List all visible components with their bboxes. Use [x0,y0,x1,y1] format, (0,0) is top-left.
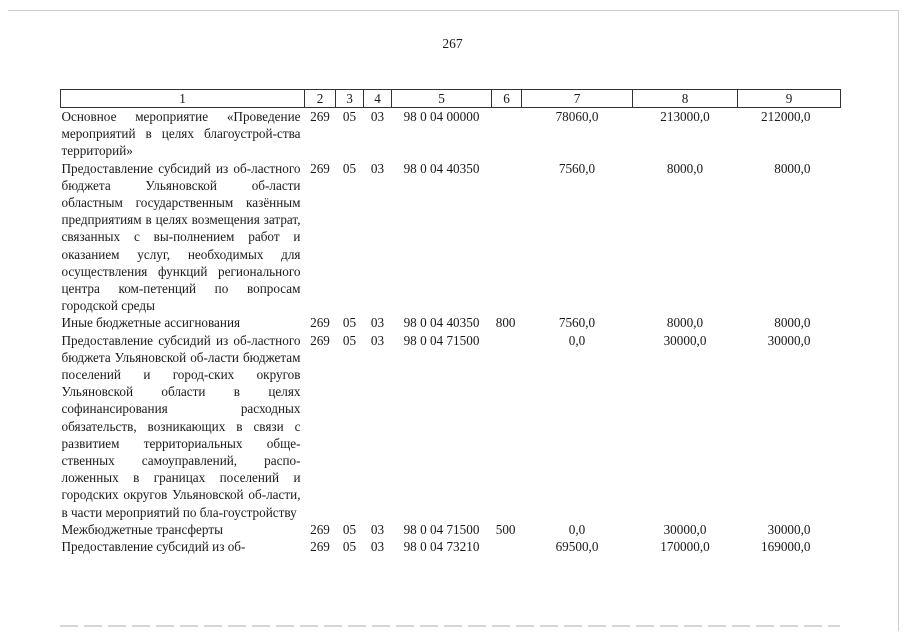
row-section-code: 05 [342,109,357,124]
column-header-9: 9 [738,90,841,108]
row-target-code: 98 0 04 71500 [403,521,480,537]
bottom-edge-strip [60,625,840,627]
row-section-code: 05 [342,332,357,348]
page-number: 267 [442,36,463,51]
row-expense-type [492,108,522,160]
column-header-5: 5 [392,90,492,108]
row-amount-9: 30000,0 [767,521,811,537]
row-ministry-code: 269 [310,160,330,176]
row-section-code: 05 [342,521,357,537]
column-header-1: 1 [61,90,305,108]
row-amount-8: 213000,0 [660,109,710,124]
column-header-6: 6 [492,90,522,108]
row-section-code: 05 [342,539,357,555]
row-amount-9: 8000,0 [774,315,811,331]
row-amount-8: 8000,0 [666,160,704,176]
budget-table [60,89,841,555]
row-amount-8: 30000,0 [663,332,707,348]
row-name: Межбюджетные трансферты [61,521,223,537]
row-amount-7: 7560,0 [558,160,596,176]
row-amount-9: 212000,0 [761,109,811,124]
row-section-code: 05 [342,160,357,176]
row-target-code: 98 0 04 73210 [403,539,480,555]
row-expense-type [492,332,522,521]
row-subsection-code: 03 [370,332,385,348]
table-row [61,332,841,521]
row-ministry-code: 269 [310,521,330,537]
table-header-row [61,90,841,108]
row-amount-8: 30000,0 [663,521,707,537]
row-target-code: 98 0 04 40350 [403,315,480,331]
table-row [61,314,841,331]
row-name: Предоставление субсидий из об-ластного бюджета Ульяновской об-ласти областным государственным казённым предприятиям в целях возмещения затрат, связанных с вы-полнением работ и оказанием услуг, необходимых для осуществления функций регионального центра ком-петенций по вопросам городской среды [61,160,301,314]
row-expense-type [492,538,522,555]
row-target-code: 98 0 04 00000 [403,109,480,124]
row-ministry-code: 269 [310,332,330,348]
table-row [61,160,841,315]
row-ministry-code: 269 [310,539,330,555]
column-header-8: 8 [633,90,738,108]
row-expense-type [492,160,522,315]
row-subsection-code: 03 [370,160,385,176]
row-subsection-code: 03 [370,539,385,555]
row-amount-8: 8000,0 [666,315,704,331]
row-amount-9: 8000,0 [774,160,811,176]
column-header-3: 3 [336,90,364,108]
row-ministry-code: 269 [310,109,330,124]
table-row [61,108,841,160]
row-amount-7: 0,0 [568,332,586,348]
table-row [61,538,841,555]
row-amount-7: 7560,0 [558,315,596,331]
row-name: Иные бюджетные ассигнования [61,315,241,331]
row-amount-9: 30000,0 [767,332,811,348]
row-expense-type: 500 [495,521,516,537]
table-row [61,521,841,538]
column-header-4: 4 [364,90,392,108]
row-target-code: 98 0 04 71500 [403,332,480,348]
row-target-code: 98 0 04 40350 [403,160,480,176]
row-expense-type: 800 [495,315,516,331]
column-header-2: 2 [305,90,336,108]
row-amount-9: 169000,0 [761,539,811,555]
row-subsection-code: 03 [370,315,385,331]
row-ministry-code: 269 [310,315,330,331]
row-section-code: 05 [342,315,357,331]
row-name: Предоставление субсидий из об- [61,539,246,555]
row-amount-7: 78060,0 [555,109,599,124]
row-amount-7: 69500,0 [555,539,599,555]
row-amount-7: 0,0 [568,521,586,537]
column-header-7: 7 [522,90,633,108]
row-name: Предоставление субсидий из об-ластного бюджета Ульяновской об-ласти бюджетам поселений и город-ских округов Ульяновской области в целях софинансирования расходных обязательств, возникающих в связи с развитием территориальных обще-ственных самоуправлений, распо-ложенных в границах поселений и городских округов Ульяновской об-ласти, в части мероприятий по бла-гоустройству [61,332,301,520]
row-subsection-code: 03 [370,521,385,537]
row-amount-8: 170000,0 [660,539,710,555]
row-name: Основное мероприятие «Проведение мероприятий в целях благоустрой-ства территорий» [61,109,301,159]
row-subsection-code: 03 [370,109,385,124]
